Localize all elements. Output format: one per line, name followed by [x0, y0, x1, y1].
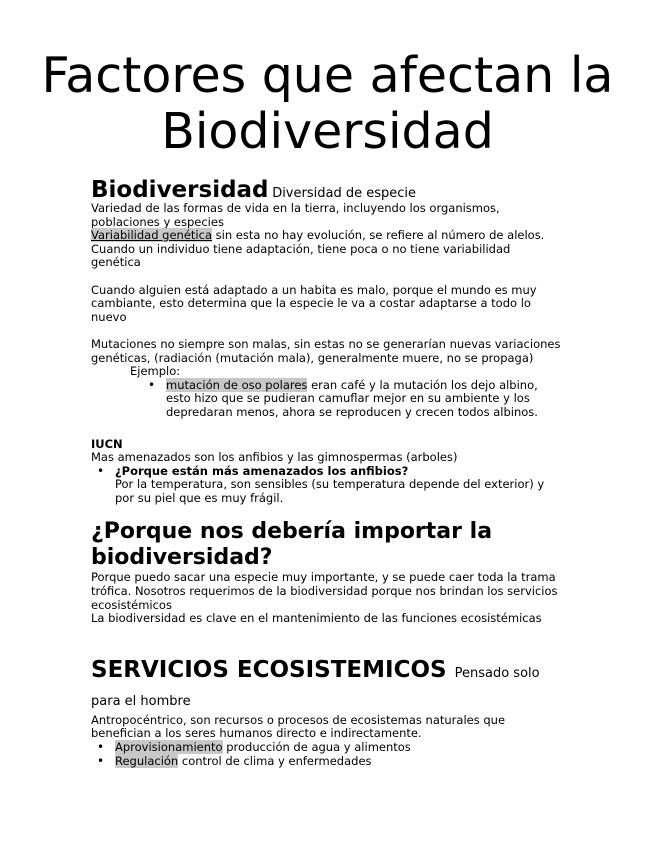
highlight-regulacion: Regulación	[115, 753, 179, 768]
heading-biodiversidad: Biodiversidad	[91, 177, 269, 203]
iucn-list	[91, 465, 561, 506]
paragraph-mutaciones: Mutaciones no siempre son malas, sin estas no se generarían nuevas variaciones genéticas, (radiación (mutación mala), generalmente muere, no se propaga)	[91, 336, 561, 365]
document-title	[0, 48, 655, 160]
iucn-text: Mas amenazados son los anfibios y las gimnospermas (arboles)	[91, 450, 458, 465]
variabilidad-text: sin esta no hay evolución, se refiere al número de alelos.	[212, 228, 545, 243]
example-label: Ejemplo:	[130, 364, 181, 379]
iucn-label: IUCN	[91, 436, 123, 451]
highlight-variabilidad-genetica: Variabilidad genética	[91, 228, 212, 243]
title-line-1: Factores que afectan la	[41, 47, 614, 104]
paragraph-trama-trofica: Porque puedo sacar una especie muy importante, y se puede caer toda la trama trófica. Nosotros requerimos de la biodiversidad porque nos brindan los servicios ecosistémicos	[91, 570, 558, 612]
paragraph-variabilidad	[91, 229, 561, 243]
paragraph-funciones: La biodiversidad es clave en el mantenimiento de las funciones ecosistémicas	[91, 611, 542, 626]
paragraph-antropocentrico: Antropocéntrico, son recursos o procesos de ecosistemas naturales que benefician a los seres humanos directo e indirectamente.	[91, 712, 506, 741]
heading-servicios: SERVICIOS ECOSISTEMICOS	[91, 656, 447, 683]
section-servicios-heading	[91, 658, 561, 714]
list-item	[91, 379, 561, 420]
paragraph-variedad: Variedad de las formas de vida en la tierra, incluyendo los organismos, poblaciones y especies	[91, 201, 500, 229]
paragraph-adaptacion: Cuando un individuo tiene adaptación, tiene poca o no tiene variabilidad genética	[91, 241, 511, 270]
title-line-2: Biodiversidad	[161, 103, 494, 160]
subheading-diversidad: Diversidad de especie	[272, 186, 416, 201]
list-item	[91, 741, 561, 755]
regulacion-text: control de clima y enfermedades	[178, 753, 372, 768]
list-item	[91, 465, 561, 506]
heading-porque-importar: ¿Porque nos debería importar la biodiversidad?	[91, 519, 493, 571]
iucn-answer: Por la temperatura, son sensibles (su temperatura depende del exterior) y por su piel que es muy frágil.	[115, 477, 545, 505]
aprovisionamiento-text: producción de agua y alimentos	[222, 740, 411, 755]
paragraph-habitat: Cuando alguien está adaptado a un habita es malo, porque el mundo es muy cambiante, esto determina que la especie le va a costar adaptarse a todo lo nuevo	[91, 282, 537, 324]
list-item	[91, 755, 561, 769]
document-body	[91, 178, 561, 768]
servicios-list	[91, 741, 561, 768]
example-list	[91, 379, 561, 420]
highlight-oso-polares: mutación de oso polares	[166, 377, 308, 392]
iucn-question: ¿Porque están más amenazados los anfibios?	[115, 463, 409, 478]
highlight-aprovisionamiento: Aprovisionamiento	[115, 740, 223, 755]
example-text: eran café y la mutación los dejo albino, esto hizo que se pudieran camuflar mejor en su ambiente y los depredaran menos, ahora se reproducen y crecen todos albinos.	[166, 377, 538, 419]
subheading-pensado: Pensado solo para el hombre	[91, 665, 540, 709]
section-biodiversidad-heading	[91, 178, 561, 202]
